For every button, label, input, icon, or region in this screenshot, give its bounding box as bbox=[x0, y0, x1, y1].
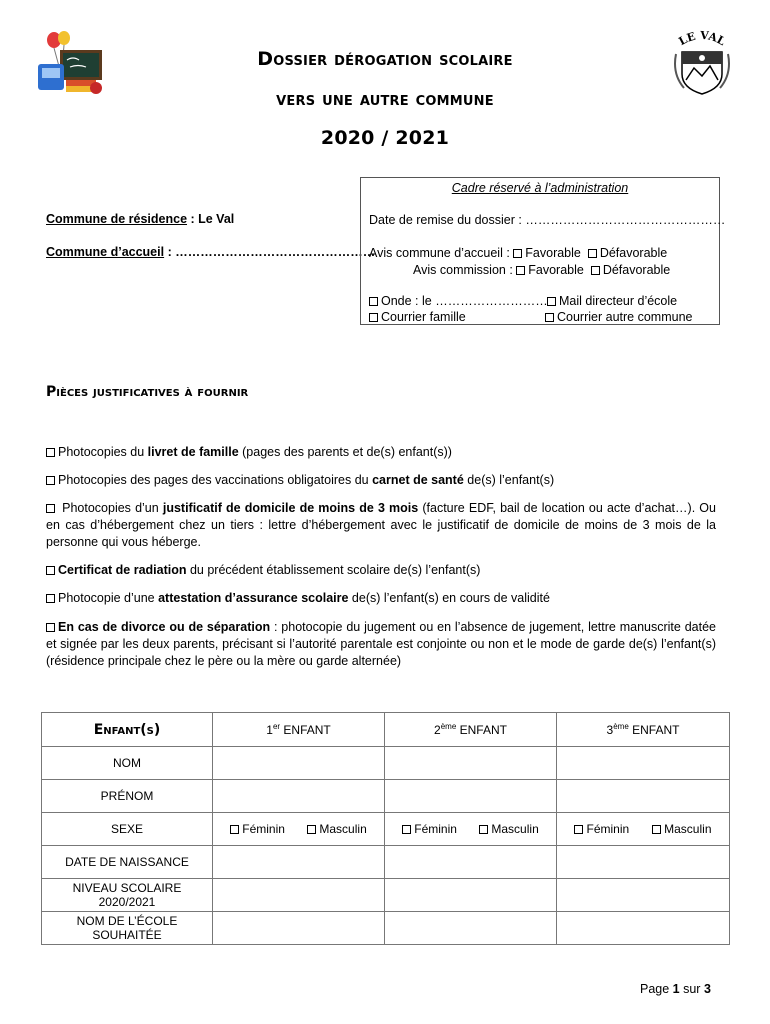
feminin-label: Féminin bbox=[414, 822, 457, 836]
ecole-label-1: NOM DE L’ÉCOLE bbox=[76, 914, 178, 928]
piece-bold: justificatif de domicile de moins de 3 mois bbox=[162, 501, 419, 515]
feminin-label: Féminin bbox=[586, 822, 630, 836]
input-naissance-2[interactable] bbox=[385, 846, 557, 879]
input-niveau-3[interactable] bbox=[557, 879, 730, 912]
piece-text: de(s) l’enfant(s) en cours de validité bbox=[348, 591, 550, 605]
courrier-famille-label: Courrier famille bbox=[381, 310, 466, 324]
title-line-1: Dossier dérogation scolaire bbox=[257, 48, 513, 70]
admin-heading: Cadre réservé à l’administration bbox=[451, 181, 629, 195]
input-ecole-2[interactable] bbox=[385, 912, 557, 945]
admin-box bbox=[360, 177, 726, 325]
checkbox-favorable-commission[interactable] bbox=[516, 266, 525, 275]
admin-avis-accueil bbox=[369, 246, 667, 260]
mail-directeur-label: Mail directeur d’école bbox=[559, 294, 678, 308]
input-nom-3[interactable] bbox=[557, 747, 730, 780]
column-header-2 bbox=[385, 713, 557, 747]
col-sup: ème bbox=[613, 722, 629, 731]
input-naissance-1[interactable] bbox=[213, 846, 385, 879]
checkbox-piece-1[interactable] bbox=[46, 448, 55, 457]
checkbox-courrier-autre[interactable] bbox=[545, 313, 554, 322]
checkbox-onde[interactable] bbox=[369, 297, 378, 306]
piece-text: Photocopies d’un bbox=[58, 501, 163, 515]
school-clipart-icon bbox=[34, 30, 106, 98]
defavorable-label: Défavorable bbox=[602, 263, 671, 277]
avis-accueil-label: Avis commune d’accueil : bbox=[369, 246, 514, 260]
masculin-label: Masculin bbox=[491, 822, 539, 836]
accueil-label: Commune d’accueil bbox=[46, 245, 165, 259]
accueil-sep: : bbox=[164, 245, 176, 259]
col-num: 1 bbox=[266, 723, 273, 737]
checkbox-favorable-accueil[interactable] bbox=[513, 249, 522, 258]
piece-text: : photocopie du jugement ou en l’absence de jugement, lettre manuscrite datée et signée par les deux parents, précisant si l’autorité parentale est conjointe ou non et le mode de garde de(s) l’enfant(s) (résidence principale chez le père ou la mère ou garde alternée) bbox=[46, 620, 716, 668]
accueil-value: ………………………………………… bbox=[175, 245, 376, 259]
sexe-cell-2 bbox=[385, 813, 557, 846]
checkbox-defavorable-accueil[interactable] bbox=[588, 249, 597, 258]
checkbox-piece-3[interactable] bbox=[46, 504, 55, 513]
residence-sep: : bbox=[187, 212, 199, 226]
piece-text: Photocopies du bbox=[58, 445, 148, 459]
input-nom-1[interactable] bbox=[213, 747, 385, 780]
col-num: 3 bbox=[606, 723, 614, 737]
sexe-cell-1 bbox=[213, 813, 385, 846]
input-prenom-2[interactable] bbox=[385, 780, 557, 813]
niveau-label-2: 2020/2021 bbox=[98, 895, 156, 909]
piece-item-2 bbox=[46, 472, 716, 489]
admin-courrier-famille bbox=[369, 310, 466, 324]
footer-page-num: 1 bbox=[672, 982, 680, 996]
piece-text: de(s) l’enfant(s) bbox=[463, 473, 555, 487]
piece-item-3 bbox=[46, 500, 716, 551]
column-header-1 bbox=[213, 713, 385, 747]
piece-bold: En cas de divorce ou de séparation bbox=[58, 620, 271, 634]
piece-bold: livret de famille bbox=[147, 445, 239, 459]
checkbox-piece-6[interactable] bbox=[46, 623, 55, 632]
le-val-coat-of-arms bbox=[672, 30, 732, 96]
onde-label: Onde : le ……………………… bbox=[381, 294, 548, 308]
checkbox-feminin-3[interactable] bbox=[574, 825, 583, 834]
input-niveau-1[interactable] bbox=[213, 879, 385, 912]
piece-item-6 bbox=[46, 619, 716, 670]
masculin-label: Masculin bbox=[664, 822, 712, 836]
feminin-label: Féminin bbox=[242, 822, 285, 836]
row-label-ecole bbox=[42, 912, 213, 945]
column-header-3 bbox=[557, 713, 730, 747]
title-line-2: vers une autre commune bbox=[276, 88, 494, 110]
checkbox-feminin-1[interactable] bbox=[230, 825, 239, 834]
section-title-pieces: Pièces justificatives à fournir bbox=[46, 384, 249, 400]
favorable-label: Favorable bbox=[528, 263, 584, 277]
coat-of-arms-icon bbox=[672, 30, 732, 96]
row-label-prenom: PRÉNOM bbox=[42, 780, 213, 813]
col-sup: er bbox=[272, 722, 281, 731]
col-label: ENFANT bbox=[280, 723, 331, 737]
title-line-3: 2020 / 2021 bbox=[320, 127, 450, 149]
checkbox-piece-2[interactable] bbox=[46, 476, 55, 485]
accueil-line bbox=[46, 245, 375, 259]
admin-avis-commission bbox=[413, 263, 670, 277]
input-ecole-1[interactable] bbox=[213, 912, 385, 945]
piece-bold: Certificat de radiation bbox=[58, 563, 187, 577]
row-label-sexe: SEXE bbox=[42, 813, 213, 846]
piece-item-4 bbox=[46, 562, 716, 579]
checkbox-piece-4[interactable] bbox=[46, 566, 55, 575]
ecole-label-2: SOUHAITÉE bbox=[92, 928, 162, 942]
piece-text: du précédent établissement scolaire de(s) l’enfant(s) bbox=[186, 563, 481, 577]
admin-remise: Date de remise du dossier : ………………………………………… bbox=[369, 213, 726, 227]
residence-label: Commune de résidence bbox=[46, 212, 188, 226]
input-nom-2[interactable] bbox=[385, 747, 557, 780]
niveau-label-1: NIVEAU SCOLAIRE bbox=[72, 881, 182, 895]
checkbox-piece-5[interactable] bbox=[46, 594, 55, 603]
piece-text: Photocopies des pages des vaccinations obligatoires du bbox=[58, 473, 373, 487]
input-naissance-3[interactable] bbox=[557, 846, 730, 879]
piece-text: Photocopie d’une bbox=[58, 591, 159, 605]
residence-value: Le Val bbox=[198, 212, 235, 226]
piece-text: (pages des parents et de(s) enfant(s)) bbox=[238, 445, 452, 459]
checkbox-masculin-3[interactable] bbox=[652, 825, 661, 834]
col-num: 2 bbox=[434, 723, 441, 737]
page-footer bbox=[640, 982, 711, 996]
checkbox-courrier-famille[interactable] bbox=[369, 313, 378, 322]
input-prenom-1[interactable] bbox=[213, 780, 385, 813]
piece-bold: carnet de santé bbox=[372, 473, 464, 487]
input-niveau-2[interactable] bbox=[385, 879, 557, 912]
residence-line bbox=[46, 212, 234, 226]
piece-item-1 bbox=[46, 444, 716, 461]
checkbox-defavorable-commission[interactable] bbox=[591, 266, 600, 275]
courrier-autre-label: Courrier autre commune bbox=[557, 310, 693, 324]
input-ecole-3[interactable] bbox=[557, 912, 730, 945]
piece-bold: attestation d’assurance scolaire bbox=[158, 591, 349, 605]
row-label-niveau bbox=[42, 879, 213, 912]
admin-mail-directeur bbox=[547, 294, 677, 308]
checkbox-masculin-2[interactable] bbox=[479, 825, 488, 834]
checkbox-mail-directeur[interactable] bbox=[547, 297, 556, 306]
row-label-naissance: DATE DE NAISSANCE bbox=[42, 846, 213, 879]
col-sup: ème bbox=[440, 722, 457, 731]
piece-text: (facture EDF, bail de location ou acte d’achat…). Ou en cas d’hébergement chez un tiers : lettre d’hébergement avec le justificatif de domicile de moins de 3 mois de la personne qui vous héberge. bbox=[46, 501, 716, 549]
svg-text:LE VAL bbox=[677, 30, 728, 48]
footer-text: Page bbox=[640, 982, 673, 996]
masculin-label: Masculin bbox=[319, 822, 367, 836]
table-header-enfants: Enfant(s) bbox=[42, 713, 213, 747]
favorable-label: Favorable bbox=[525, 246, 581, 260]
footer-page-total: 3 bbox=[703, 982, 711, 996]
avis-commission-label: Avis commission : bbox=[413, 263, 517, 277]
sexe-cell-3 bbox=[557, 813, 730, 846]
logo-text: LE VAL bbox=[676, 30, 728, 49]
defavorable-label: Défavorable bbox=[599, 246, 668, 260]
col-label: ENFANT bbox=[456, 723, 507, 737]
footer-text: sur bbox=[679, 982, 704, 996]
children-table bbox=[41, 712, 730, 945]
checkbox-masculin-1[interactable] bbox=[307, 825, 316, 834]
checkbox-feminin-2[interactable] bbox=[402, 825, 411, 834]
row-label-nom: NOM bbox=[42, 747, 213, 780]
admin-onde bbox=[369, 294, 548, 308]
col-label: ENFANT bbox=[628, 723, 680, 737]
admin-courrier-autre bbox=[545, 310, 692, 324]
input-prenom-3[interactable] bbox=[557, 780, 730, 813]
piece-item-5 bbox=[46, 590, 716, 607]
